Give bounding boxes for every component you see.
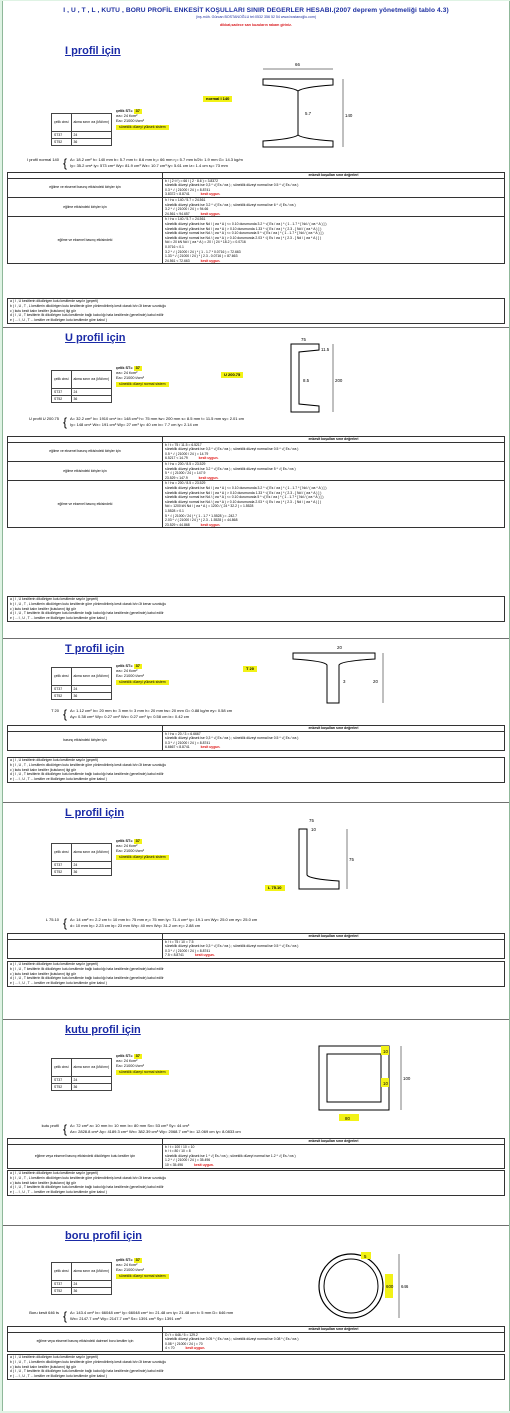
section-title: kutu profil için [65, 1024, 141, 1036]
dim-height: 200 [335, 378, 343, 383]
text-line: 6.5217 < 14.79 kesit uygun. [165, 456, 219, 461]
text-line: h / t w = 200 / 8.5 = 23.529 [165, 461, 206, 466]
text-line: c ) kutu kesit kalın kesitler (kutuların) ilgi gör [10, 308, 76, 313]
material-table: çelik cinsi akma sınırı σa (kN/cm²) ST37 24 ST52 36 [51, 667, 112, 700]
text-line: d ) I , U , T kesitlerin ilk dikdörtgen kutu kesitlerde bağlı kalıcılığı hata kesitlerde (genelinde) kabul edilir [10, 772, 164, 777]
text-line: d ) I , U , T kesitlerin ilk dikdörtgen kutu kesitlerde bağlı kalıcılığı hata kesitlerde (genelinde) kabul edilir [10, 1369, 164, 1374]
author-line: (inş.müh. Gürcan BOSTANOĞLU tel:0532 356 52 54 www.bostanoğlu.com) [195, 15, 317, 19]
result-ok: kesit uygun. [185, 1346, 206, 1351]
section-title: T profil için [65, 643, 125, 655]
text-line: süneklik düzeyi yüksek ise 0,3 * √( Es / σa ) ; süneklik düzeyi normal ise 0.5 * √( Es / σa ) [165, 944, 299, 949]
text-line: süneklik düzeyi yüksek ise Nd / ( σa * A ) <= 0.10 durumunda 3.2 * √( Es / σa ) * ( 1 - 1.7 * [ Nd / ( σa * A ) ] ) [165, 221, 327, 226]
ductility-note: süneklik düzeyi yüksek sistem [116, 855, 169, 860]
text-line: süneklik düzeyi yüksek ise 3.2 * √( Es / σa ) ; süneklik düzeyi normal ise 5 * √( Es / σa ) [165, 466, 296, 471]
text-line: a ) I , U kesitlerin dikdörtgen kutu kesitlerde sayılır (geçerli) [10, 597, 99, 601]
text-line: h / t w = 140 / 5.7 = 24.561 [165, 217, 206, 222]
dim-height: 75 [349, 857, 354, 862]
text-line: a ) I , U kesitlerin dikdörtgen kutu kesitlerde sayılır (geçerli) [10, 758, 99, 762]
text-line: süneklik düzeyi normal ise Nd / ( σa * A ) > 0.10 durumunda 2.03 * √( Es / σa ) * ( 2.3 - [ Nd / ( σa * A ) ] ) [165, 235, 322, 240]
text-line: 4 < 70 kesit uygun. [165, 1346, 206, 1351]
result-ok: kesit uygun. [200, 522, 221, 527]
dim-thickness: 5 [364, 1254, 367, 1259]
notes-block [7, 1354, 505, 1380]
steel-input: çelik ST= 37 σa= 24 t/cm² Ea= 21000 t/cm² süneklik düzeyi yüksek sistem [116, 839, 169, 860]
worksheet-page [2, 1, 510, 1411]
dim-outer: 646 [401, 1284, 409, 1289]
text-line: süneklik düzeyi yüksek ise 0,3 * √( Es / σa ) ; süneklik düzeyi normal ise 0.5 * √( Es / σa ) [165, 447, 299, 452]
text-line: süneklik düzeyi yüksek ise 0,3 * √( Es / σa ) ; süneklik düzeyi normal ise 0.5 * √( Es / σa ) [165, 736, 299, 741]
text-line: h / t w = 140 / 5.7 = 24.561 [165, 197, 206, 202]
box-inner [327, 1054, 381, 1102]
page-header [3, 7, 509, 27]
notes-block [7, 1170, 505, 1196]
text-line: 6.6667 < 8.8741 kesit uygun. [165, 745, 221, 750]
text-line: e ) ... I , U , T ... kesitler ve ilkdörtgen kutu kesitlerde göre kabul ) [10, 1374, 107, 1379]
notes-block [7, 298, 505, 324]
shape-tag: L 75.10 [265, 885, 285, 891]
text-line: d ) I , U , T kesitlerin ilk dikdörtgen kutu kesitlerde bağlı kalıcılığı hata kesitlerde (genelinde) kabul edilir [10, 313, 164, 318]
dim-side: 10 [383, 1081, 388, 1086]
text-line: süneklik düzeyi normal ise Nd / ( σa * A ) > 0.10 durumunda 2.03 * √( Es / σa ) * ( 2.3 - [ Nd / ( σa * A ) ] ) [165, 499, 322, 504]
material-table: çelik cinsi akma sınırı σa (kN/cm²) ST37 24 ST52 36 [51, 370, 112, 403]
dim-height: 140 [345, 113, 353, 118]
result-ok: kesit uygun. [200, 192, 221, 197]
ductility-note: süneklik düzeyi normal sistem [116, 1070, 169, 1075]
dim-web: 3 [343, 679, 346, 684]
steel-input: çelik ST= 37 σa= 24 t/cm² Ea= 21000 t/cm² süneklik düzeyi yüksek sistem [116, 109, 169, 130]
steel-grade-input[interactable]: 37 [135, 366, 140, 370]
section-properties: I profil normal 140 { A= 18.2 cm² h= 140 mm b= 5.7 mm t= 8.6 mm b₁= 66 mm r₁= 5.7 mm b/2t= 1.9 mm G= 14.3 kg/m Iy= 35.2 cm⁴ iy= 573 cm⁴ Wy= 81.9 cm³ Wz= 10.7 cm³ iy= 5.61 cm iz= 1.4 cm sₓ= 73 mm [26, 156, 243, 170]
shape-tag: normal I 140 [203, 96, 232, 102]
text-line: süneklik düzeyi yüksek ise Nd / ( σa * A ) <= 0.10 durumunda 3.2 * √( Es / σa ) * ( 1 - 1.7 * [ Nd / ( σa * A ) ] ) [165, 485, 327, 490]
l-profile-diagram [291, 813, 361, 903]
text-line: b ) I , U , T , L kesitlerin dikdörtgen kutu kesitlerde göre yönlendirilmiş kesit olarak b/c<3t kenar uzunluğu [10, 1359, 167, 1364]
pipe-inner [324, 1259, 378, 1313]
dim-height: 100 [403, 1076, 411, 1081]
text-line: b / t = 80 / 10 = 8 [165, 1149, 191, 1154]
text-line: 2.03 * √ ( 21000 / 24 ) * ( 2.3 - 1.5528 ) = 44.868 [165, 518, 238, 523]
section-properties: Boru kesit 646 ts { A= 143.4 cm² Ix= 66048 cm⁴ Iy= 66048 cm⁴ ix= 21.48 cm iy= 21.48 cm t= 5 mm D= 646 mm Wx= 2147.7 cm³ Wy= 2147.7 cm³ Sx= 1391 cm³ Sy= 1391 cm³ [29, 1309, 234, 1323]
text-line: a ) I , U kesitlerin dikdörtgen kutu kesitlerde sayılır (geçerli) [10, 1355, 99, 1359]
check-table: enkesit koşulları sınır değerleri eğilme ve eksenel basınç etkisindeki kirişler için b / ( 2 t f ) = 66 / ( 2 · 8.6 ) = 3.8372 süneklik düzeyi yüksek ise 0,3 * √( Es / σa ) ; süneklik düzeyi normal ise 0.5 * √( Es / σa ) 0.3 * √ ( 21000 / 24 ) = 8.8741 3.8372 < 8.8741 kesit uygun. eğilme etkisindeki kirişler için h / t w = 140 / 5.7 = 24.561 süneklik düzeyi yüksek ise 3.2 * √( Es / σa ) ; süneklik düzeyi normal ise 6 * √( Es / σa ) 3.2 * √ ( 21000 / 24 ) = 94.66 24.561 < 94.657 kesit uygun. eğilme ve eksenel basınç etkisindeki h / t w = 140 / 5.7 = 24.561 süneklik düzeyi yüksek ise Nd / ( σa * A ) <= 0.10 durumunda 3.2 * √( Es / σa ) * ( 1 - 1.7 * [ Nd / ( σa * A ) ] ) süneklik düzeyi yüksek ise Nd / ( σa * A ) > 0.10 durumunda 1.33 * √( Es / σa ) * ( 2.3 - [ Nd / ( σa * A ) ] ) süneklik düzeyi normal ise Nd / ( σa * A ) <= 0.10 durumunda 5 * √( Es / σa ) * ( 1 - 1.7 * [ Nd / ( σa * A ) ] ) süneklik düzeyi normal ise Nd / ( σa * A ) > 0.10 durumunda 2.03 * √( Es / σa ) * ( 2.3 - [ Nd / ( σa * A ) ] ) Nd = 20 kN Nd / ( σa * A ) = 20 / ( 24 * 18.2 ) = 0.0716 0.0716 < 0.1 3.2 * √ ( 21000 / 24 ) * ( 1 - 1.7 * 0.0716 ) = 72.663 1.33 * √ ( 21000 / 24 ) * ( 2.3 - 0.0716 ) = 87.663 24.561 < 72.663 kesit uygun. [7, 172, 505, 264]
text-line: 3.2 * √ ( 21000 / 24 ) * ( 1 - 1.7 * 0.0716 ) = 72.663 [165, 249, 241, 254]
i-profile-diagram [243, 57, 373, 157]
ductility-note: süneklik düzeyi normal sistem [116, 1274, 169, 1279]
shape-tag: U 200.75 [221, 372, 243, 378]
text-line: 1.2 * √ ( 21000 / 24 ) = 35.496 [165, 1158, 211, 1163]
text-line: e ) ... I , U , T ... kesitler ve ilkdörtgen kutu kesitlerde göre kabul ) [10, 616, 107, 621]
text-line: Nd = 20 kN Nd / ( σa * A ) = 20 / ( 24 * 18.2 ) = 0.0716 [165, 240, 246, 245]
text-line: e ) ... I , U , T ... kesitler ve ilkdörtgen kutu kesitlerde göre kabul ) [10, 318, 107, 323]
text-line: süneklik düzeyi yüksek ise Nd / ( σa * A ) > 0.10 durumunda 1.33 * √( Es / σa ) * ( 2.3 - [ Nd / ( σa * A ) ] ) [165, 490, 322, 495]
text-line: e ) ... I , U , T ... kesitler ve ilkdörtgen kutu kesitlerde göre kabul ) [10, 981, 107, 986]
section-i-profile [3, 41, 509, 263]
text-line: h / t w = 20 / 3 = 6.6667 [165, 731, 201, 736]
dim-width: 75 [301, 337, 306, 342]
text-line: 1.5528 > 0.1 [165, 508, 184, 513]
dim-width: 80 [345, 1116, 350, 1121]
check-table: enkesit koşulları sınır değerleri eğilme veya eksenel basınç etkisindeki dikdörtgen kutu kesitler için b / t = 100 / 10 = 10 b / t = 80 / 10 = 8 süneklik düzeyi yüksek ise 1 * √( Es / σa ) ; süneklik düzeyi normal ise 1.2 * √( Es / σa ) 1.2 * √ ( 21000 / 24 ) = 35.496 10 < 35.496 kesit uygun. [7, 1138, 505, 1169]
text-line: 23.529 < 147.9 kesit uygun. [165, 475, 219, 480]
text-line: 0.3 * √ ( 21000 / 24 ) = 8.8741 [165, 187, 211, 192]
check-table: enkesit koşulları sınır değerleri eğilme ve eksenel basınç etkisindeki kirişler için b / t = 75 / 11.5 = 6.5217 süneklik düzeyi yüksek ise 0,3 * √( Es / σa ) ; süneklik düzeyi normal ise 0.5 * √( Es / σa ) 0.5 * √ ( 21000 / 24 ) = 14.79 6.5217 < 14.79 kesit uygun. eğilme etkisindeki kirişler için h / t w = 200 / 8.5 = 23.529 süneklik düzeyi yüksek ise 3.2 * √( Es / σa ) ; süneklik düzeyi normal ise 5 * √( Es / σa ) 5 * √ ( 21000 / 24 ) = 147.9 23.529 < 147.9 kesit uygun. eğilme ve eksenel basınç etkisindeki h / t w = 200 / 8.5 = 23.529 süneklik düzeyi yüksek ise Nd / ( σa * A ) <= 0.10 durumunda 3.2 * √( Es / σa ) * ( 1 - 1.7 * [ Nd / ( σa * A ) ] ) süneklik düzeyi yüksek ise Nd / ( σa * A ) > 0.10 durumunda 1.33 * √( Es / σa ) * ( 2.3 - [ Nd / ( σa * A ) ] ) süneklik düzeyi normal ise Nd / ( σa * A ) <= 0.10 durumunda 5 * √( Es / σa ) * ( 1 - 1.7 * [ Nd / ( σa * A ) ] ) süneklik düzeyi normal ise Nd / ( σa * A ) > 0.10 durumunda 2.03 * √( Es / σa ) * ( 2.3 - [ Nd / ( σa * A ) ] ) Nd = 1200 kN Nd / ( σa * A ) = 1200 / ( 24 * 32.2 ) = 1.5528 1.5528 > 0.1 5 * √ ( 21000 / 24 ) * ( 1 - 1.7 * 1.5528 ) = -242.7 2.03 * √ ( 21000 / 24 ) * ( 2.3 - 1.5528 ) = 44.868 23.529 < 44.868 kesit uygun. [7, 436, 505, 528]
text-line: süneklik düzeyi yüksek ise 0.05 * ( Es / σa ) ; süneklik düzeyi normal ise 0.08 * ( Es / σa ) [165, 1337, 299, 1342]
steel-grade-input[interactable]: 37 [135, 664, 140, 668]
text-line: b ) I , U , T , L kesitlerin dikdörtgen kutu kesitlerde göre yönlendirilmiş kesit olarak b/c<3t kenar uzunluğu [10, 762, 167, 767]
result-ok: kesit uygun. [194, 953, 215, 958]
text-line: b ) I , U , T kesitlerin ilk dikdörtgen kutu kesitlerde bağlı kalıcılığı hata kesitlerde (genelinde) kabul edilir [10, 966, 164, 971]
steel-grade-input[interactable]: 37 [135, 1054, 140, 1058]
text-line: 5 * √ ( 21000 / 24 ) * ( 1 - 1.7 * 1.5528 ) = -242.7 [165, 513, 238, 518]
text-line: b ) I , U , T , L kesitlerin dikdörtgen kutu kesitlerde göre yönlendirilmiş kesit olarak b/c<3t kenar uzunluğu [10, 1175, 167, 1180]
text-line: 3.8372 < 8.8741 kesit uygun. [165, 192, 221, 197]
u-profile-diagram [279, 338, 359, 418]
text-line: b ) I , U , T , L kesitlerin dikdörtgen kutu kesitlerde göre yönlendirilmiş kesit olarak b/c<3t kenar uzunluğu [10, 303, 167, 308]
box-profile-diagram [309, 1040, 419, 1134]
text-line: süneklik düzeyi yüksek ise 1 * √( Es / σa ) ; süneklik düzeyi normal ise 1.2 * √( Es / σa ) [165, 1153, 296, 1158]
dim-top: 10 [383, 1049, 388, 1054]
text-line: b / t = 75 / 10 = 7.5 [165, 939, 194, 944]
dim-width: 75 [309, 818, 314, 823]
text-line: c ) kutu kesit kalın kesitler (kutuların) ilgi gör [10, 767, 76, 772]
text-line: b / t = 100 / 10 = 10 [165, 1144, 195, 1149]
dim-width: 20 [337, 645, 342, 650]
steel-grade-input[interactable]: 37 [135, 839, 140, 843]
steel-input: çelik ST= 37 σa= 24 t/cm² Ea= 21000 t/cm² süneklik düzeyi normal sistem [116, 1258, 169, 1279]
ductility-note: süneklik düzeyi normal sistem [116, 382, 169, 387]
text-line: 24.561 < 94.657 kesit uygun. [165, 211, 221, 216]
section-pipe-profile [3, 1226, 509, 1410]
text-line: b / t = 75 / 11.5 = 6.5217 [165, 442, 202, 447]
text-line: h / t w = 200 / 8.5 = 23.529 [165, 481, 206, 486]
section-properties: kutu profil { A= 72 cm² a= 10 mm b= 10 mm Ix= 80 mm Sx= 53 cm³ Sy= 44 cm³ Ax= 2828.8 cm⁴ Ay= 4189.3 cm⁴ Wx= 382.39 cm³ Wy= 2068.7 cm³ ix= 12.069 cm iy= 8.0833 cm [41, 1122, 241, 1136]
material-table: çelik cinsi akma sınırı σa (kN/cm²) ST37 24 ST52 36 [51, 1262, 112, 1295]
dim-width: 66 [295, 62, 300, 67]
result-ok: kesit uygun. [200, 211, 221, 216]
i-section-shape [263, 79, 333, 147]
dim-web: 5.7 [305, 111, 312, 116]
text-line: süneklik düzeyi yüksek ise Nd / ( σa * A ) > 0.10 durumunda 1.33 * √( Es / σa ) * ( 2.3 - [ Nd / ( σa * A ) ] ) [165, 226, 322, 231]
text-line: süneklik düzeyi normal ise Nd / ( σa * A ) <= 0.10 durumunda 5 * √( Es / σa ) * ( 1 - 1.7 * [ Nd / ( σa * A ) ] ) [165, 231, 324, 236]
section-l-profile [3, 803, 509, 986]
notes-block [7, 596, 505, 622]
result-ok: kesit uygun. [200, 745, 221, 750]
text-line: 1.33 * √ ( 21000 / 24 ) * ( 2.3 - 0.0716 ) = 87.663 [165, 254, 238, 259]
pipe-profile-diagram [309, 1246, 419, 1336]
text-line: D / t = 646 / 5 = 129.2 [165, 1332, 198, 1337]
dim-web: 8.5 [303, 378, 310, 383]
text-line: e ) ... I , U , T ... kesitler ve ilkdörtgen kutu kesitlerde göre kabul ) [10, 777, 107, 782]
text-line: c ) kutu kesit kalın kesitler (kutuların) ilgi gör [10, 1180, 76, 1185]
t-profile-diagram [289, 643, 389, 713]
text-line: e ) ... I , U , T ... kesitler ve ilkdörtgen kutu kesitlerde göre kabul ) [10, 1190, 107, 1195]
text-line: c ) kutu kesit kalın kesitler (kutuların) ilgi gör [10, 971, 76, 976]
text-line: b / ( 2 t f ) = 66 / ( 2 · 8.6 ) = 3.8372 [165, 178, 218, 183]
text-line: Nd = 1200 kN Nd / ( σa * A ) = 1200 / ( 24 * 32.2 ) = 1.5528 [165, 504, 254, 509]
input-warning: dikkat,sadece sarı kuzuların rakam giriniz. [220, 23, 292, 27]
result-ok: kesit uygun. [198, 456, 219, 461]
text-line: 10 < 35.496 kesit uygun. [165, 1162, 214, 1167]
material-table: çelik cinsi akma sınırı σa (kN/cm²) ST37 24 ST52 36 [51, 843, 112, 876]
section-u-profile [3, 328, 509, 638]
text-line: süneklik düzeyi normal ise Nd / ( σa * A ) <= 0.10 durumunda 5 * √( Es / σa ) * ( 1 - 1.7 * [ Nd / ( σa * A ) ] ) [165, 495, 324, 500]
section-properties: T 20 { A= 1.12 cm² Ix= 20 mm b= 3 mm t= 3 mm h= 20 mm tw= 20 mm G= 0.88 kg/m ey= 0.58 cm Ay= 0.38 cm⁴ Wy= 0.27 cm³ Wz= 0.27 cm³ iy= 0.58 cm ix= 0.42 cm [51, 707, 233, 721]
text-line: 0.0716 < 0.1 [165, 244, 184, 249]
text-line: d ) I , U , T kesitlerin ilk dikdörtgen kutu kesitlerde bağlı kalıcılığı hata kesitlerde (genelinde) kabul edilir [10, 976, 164, 981]
steel-input: çelik ST= 37 σa= 24 t/cm² Ea= 21000 t/cm² süneklik düzeyi normal sistem [116, 366, 169, 387]
text-line: 0.3 * √ ( 21000 / 24 ) = 8.8741 [165, 740, 211, 745]
check-table: enkesit koşulları sınır değerleri basınç etkisindeki kirişler için h / t w = 20 / 3 = 6.6667 süneklik düzeyi yüksek ise 0,3 * √( Es / σa ) ; süneklik düzeyi normal ise 0.5 * √( Es / σa ) 0.3 * √ ( 21000 / 24 ) = 8.8741 6.6667 < 8.8741 kesit uygun. [7, 725, 505, 751]
dim-flange: 11.5 [321, 347, 330, 352]
section-t-profile [3, 639, 509, 799]
section-title: U profil için [65, 332, 126, 344]
text-line: süneklik düzeyi yüksek ise 3.2 * √( Es / σa ) ; süneklik düzeyi normal ise 6 * √( Es / σa ) [165, 202, 296, 207]
text-line: a ) I , U kesitlerin dikdörtgen kutu kesitlerde sayılır (geçerli) [10, 962, 99, 966]
text-line: 0.08 * ( 21000 / 24 ) = 70 [165, 1341, 203, 1346]
dim-thickness: 10 [311, 827, 316, 832]
section-properties: L 75.10 { A= 14 cm² e= 2.2 cm t= 10 mm b= 75 mm e₁= 75 mm Iy= 71.4 cm⁴ iy= 19.1 cm Wy= 25.0 cm ey= 25.0 cm d= 10 mm Iη= 2.23 cm iη= 23 mm Wη= 40 mm Wη= 31.2 cm e₂= 2.88 cm [45, 916, 258, 930]
dim-inner: 600 [386, 1284, 394, 1289]
text-line: 5 * √ ( 21000 / 24 ) = 147.9 [165, 471, 206, 476]
steel-input: çelik ST= 37 σa= 24 t/cm² Ea= 21000 t/cm² süneklik düzeyi yüksek sistem [116, 664, 169, 685]
material-table: çelik cinsi akma sınırı σa (kN/cm²) ST37 24 ST52 36 [51, 113, 112, 146]
text-line: d ) I , U , T kesitlerin ilk dikdörtgen kutu kesitlerde bağlı kalıcılığı hata kesitlerde (genelinde) kabul edilir [10, 611, 164, 616]
material-table: çelik cinsi akma sınırı σa (kN/cm²) ST37 24 ST52 36 [51, 1058, 112, 1091]
section-box-profile [3, 1020, 509, 1220]
check-table: enkesit koşulları sınır değerleri b / t = 75 / 10 = 7.5 süneklik düzeyi yüksek ise 0,3 * √( Es / σa ) ; süneklik düzeyi normal ise 0.5 * √( Es / σa ) 0.3 * √ ( 21000 / 24 ) = 8.8741 7.5 < 8.8741 kesit uygun. [7, 933, 505, 959]
ductility-note: süneklik düzeyi yüksek sistem [116, 125, 169, 130]
text-line: 0.3 * √ ( 21000 / 24 ) = 8.8741 [165, 948, 211, 953]
dim-height: 20 [373, 679, 378, 684]
text-line: b ) I , U , T , L kesitlerin dikdörtgen kutu kesitlerde göre yönlendirilmiş kesit olarak b/c<3t kenar uzunluğu [10, 601, 167, 606]
text-line: d ) I , U , T kesitlerin ilk dikdörtgen kutu kesitlerde bağlı kalıcılığı hata kesitlerde (genelinde) kabul edilir [10, 1185, 164, 1190]
notes-block [7, 961, 505, 987]
result-ok: kesit uygun. [193, 1162, 214, 1167]
section-title: boru profil için [65, 1230, 142, 1242]
l-section-shape [299, 829, 339, 889]
shape-tag: T 20 [243, 666, 257, 672]
text-line: a ) I , U kesitlerin dikdörtgen kutu kesitlerde sayılır (geçerli) [10, 1171, 99, 1175]
text-line: c ) kutu kesit kalın kesitler (kutuların) ilgi gör [10, 606, 76, 611]
text-line: 7.5 < 8.8741 kesit uygun. [165, 953, 215, 958]
steel-grade-input[interactable]: 37 [135, 109, 140, 113]
section-properties: U profil U 200.75 { A= 32.2 cm² Ix= 1910 cm⁴ ix= 148 cm³ h= 75 mm tw= 200 mm s= 8.5 mm t= 11.5 mm sy= 2.01 cm Iy= 148 cm⁴ Wx= 191 cm³ Wy= 27 cm³ iy= 40 cm ix= 7.7 cm iy= 2.14 cm [28, 415, 244, 429]
result-ok: kesit uygun. [198, 475, 219, 480]
text-line: 23.529 < 44.868 kesit uygun. [165, 522, 221, 527]
steel-input: çelik ST= 37 σa= 24 t/cm² Ea= 21000 t/cm² süneklik düzeyi normal sistem [116, 1054, 169, 1075]
t-section-shape [293, 653, 375, 703]
notes-block [7, 757, 505, 783]
result-ok: kesit uygun. [200, 258, 221, 263]
ductility-note: süneklik düzeyi yüksek sistem [116, 680, 169, 685]
text-line: c ) kutu kesit kalın kesitler (kutuların) ilgi gör [10, 1364, 76, 1369]
text-line: 24.561 < 72.663 kesit uygun. [165, 258, 221, 263]
page-title: I , U , T , L , KUTU , BORU PROFİL ENKESİT KOŞULLARI SINIR DEGERLER HESABI.(2007 deprem yönetmeliği tablo 4.3) [63, 7, 449, 14]
section-title: I profil için [65, 45, 121, 57]
section-title: L profil için [65, 807, 125, 819]
text-line: a ) I , U kesitlerin dikdörtgen kutu kesitlerde sayılır (geçerli) [10, 299, 99, 303]
text-line: 3.2 * √ ( 21000 / 24 ) = 94.66 [165, 207, 209, 212]
text-line: 0.5 * √ ( 21000 / 24 ) = 14.79 [165, 451, 209, 456]
text-line: süneklik düzeyi yüksek ise 0,3 * √( Es / σa ) ; süneklik düzeyi normal ise 0.5 * √( Es / σa ) [165, 183, 299, 188]
check-table: enkesit koşulları sınır değerleri eğilme veya eksenel basınç etkisindeki dairesel boru kesitler için D / t = 646 / 5 = 129.2 süneklik düzeyi yüksek ise 0.05 * ( Es / σa ) ; süneklik düzeyi normal ise 0.08 * ( Es / σa ) 0.08 * ( 21000 / 24 ) = 70 4 < 70 kesit uygun. [7, 1326, 505, 1352]
steel-grade-input[interactable]: 37 [135, 1258, 140, 1262]
